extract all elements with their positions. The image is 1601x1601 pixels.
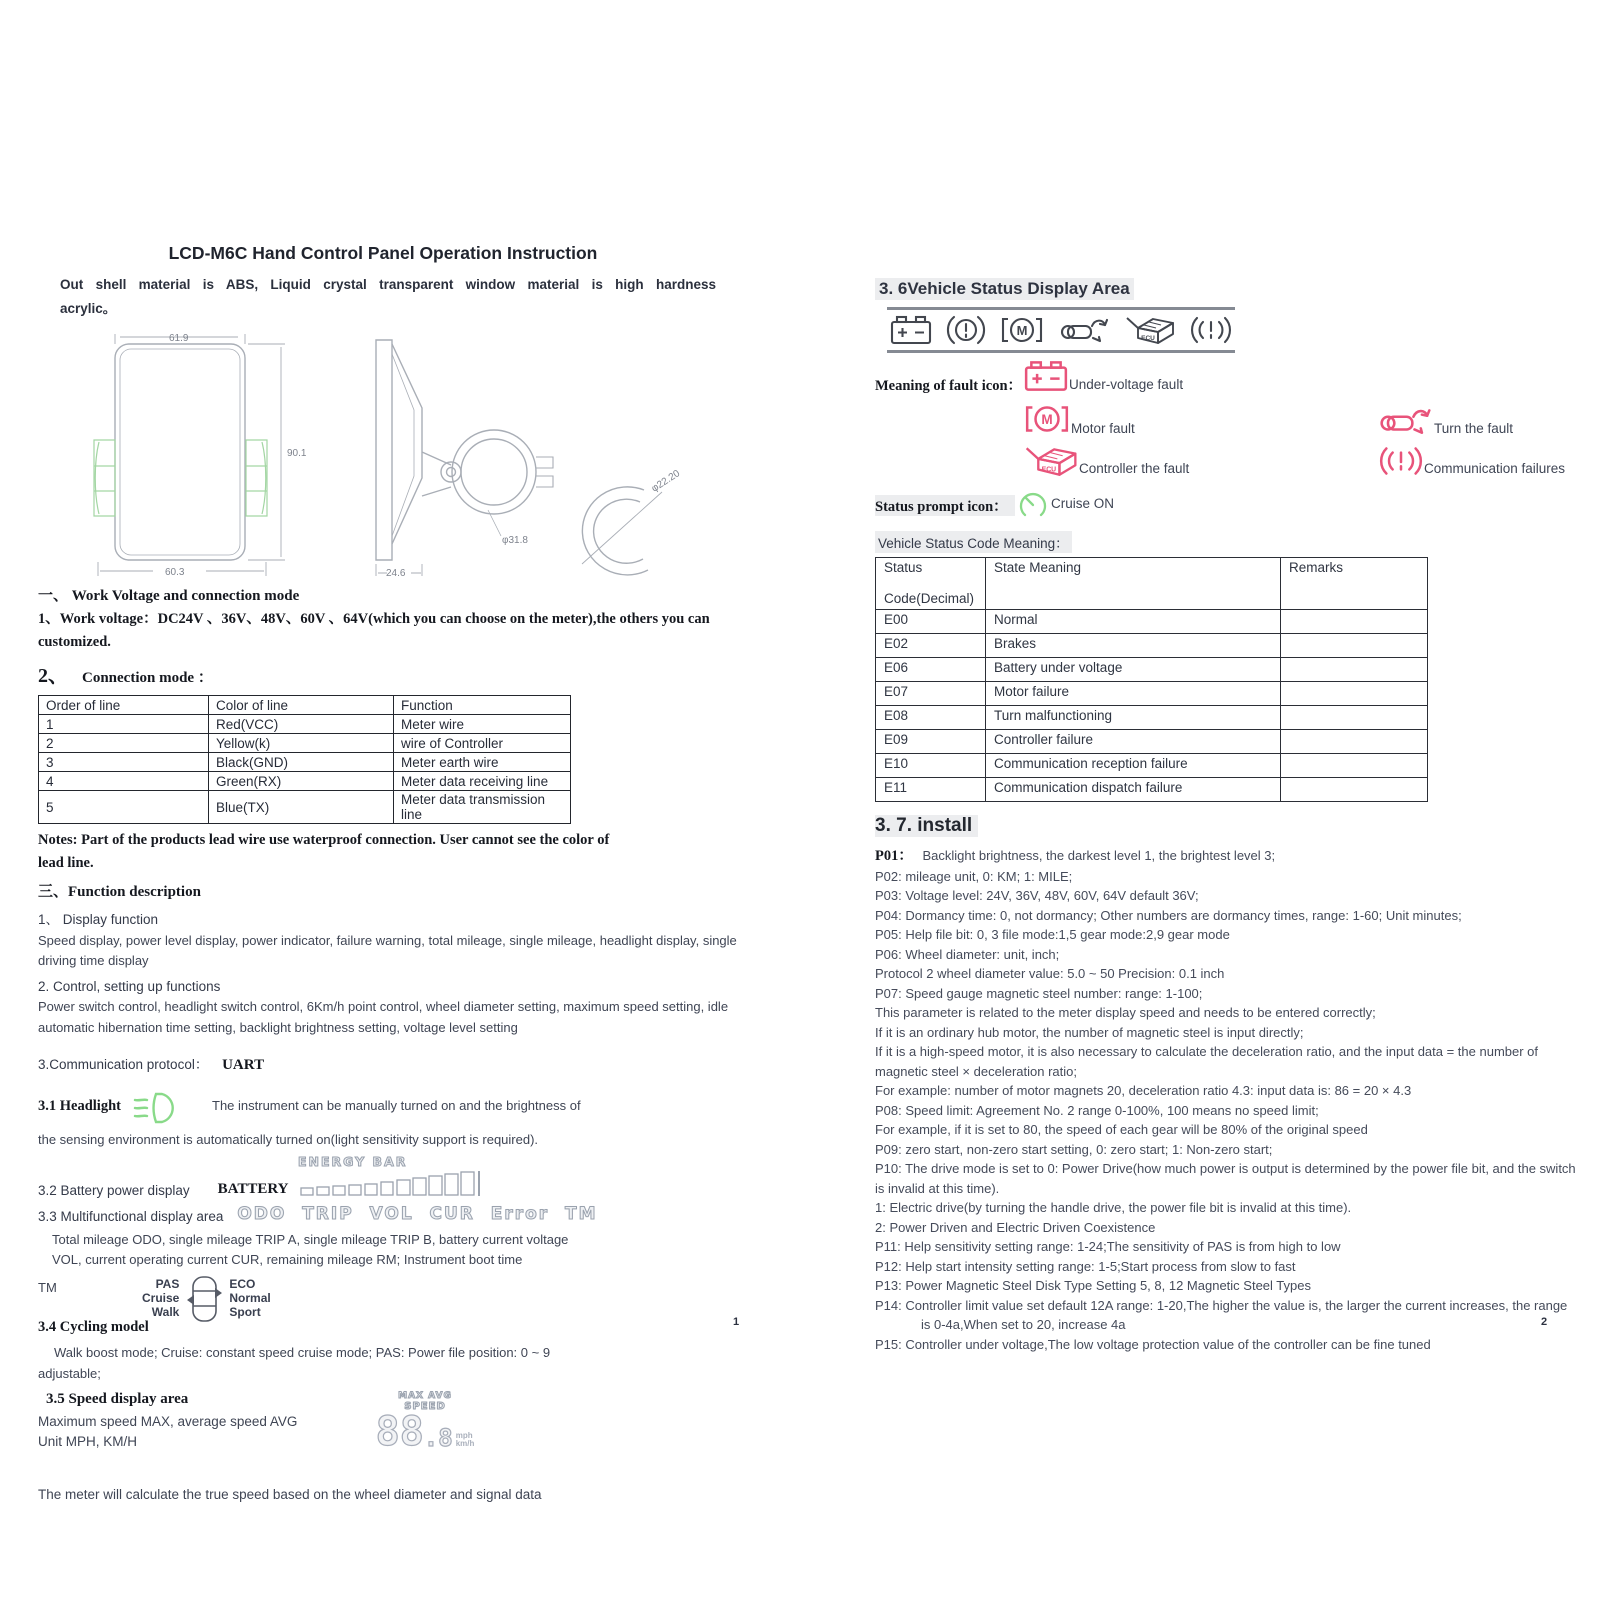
table-row: E08 Turn malfunctioning [876,706,1428,730]
motor-icon [999,313,1045,347]
install-line: P15: Controller under voltage,The low voltage protection value of the controller can be fine tuned [875,1336,1431,1352]
table-row: E07 Motor failure [876,682,1428,706]
table-row: E09 Controller failure [876,730,1428,754]
svg-text:M: M [1016,323,1028,338]
battery-display-section [38,1154,775,1198]
control-function-title: 2. Control, setting up functions [38,979,221,995]
install-line: P01： Backlight brightness, the darkest level 1, the brightest level 3; [875,848,1276,864]
dim-front-width-bottom: 60.3 [165,567,185,579]
speed-units: mph km/h [455,1430,475,1448]
mode-selector-icon [186,1274,222,1324]
table-row: E02 Brakes [876,634,1428,658]
page-2 [875,278,1580,1354]
under-voltage-fault-icon [1023,357,1069,395]
install-line: If it is an ordinary hub motor, the number of magnetic steel is input directly; [875,1024,1304,1040]
tm-label: TM [38,1280,57,1296]
speed-body-2: Unit MPH, KM/H [38,1433,138,1449]
status-prompt-row [875,489,1580,521]
document-title: LCD-M6C Hand Control Panel Operation Instruction [168,243,598,263]
section-function-heading: 三、Function description [38,883,201,900]
work-voltage-text: 1、Work voltage：DC24V 、36V、48V、60V 、64V(which you can choose on the meter),the others you can customized. [38,611,710,650]
headlight-section [38,1088,586,1152]
install-line: P08: Speed limit: Agreement No. 2 range 0-100%, 100 means no speed limit; [875,1102,1319,1118]
communication-fault-text: Communication failures [1424,461,1566,476]
svg-text:M: M [1041,412,1053,428]
multifunction-section [38,1204,775,1224]
connection-table [38,695,571,824]
section-work-voltage-heading: 一、 Work Voltage and connection mode [38,588,300,605]
install-line: P09: zero start, non-zero start setting, 0: zero start; 1: Non-zero start; [875,1141,1273,1157]
install-line: For example, if it is set to 80, the speed of each gear will be 80% of the original speed [875,1122,1368,1137]
install-line: P13: Power Magnetic Steel Disk Type Setting 5, 8, 12 Magnetic Steel Types [875,1278,1311,1293]
install-heading: 3. 7. install [875,815,978,837]
table-row: E06 Battery under voltage [876,658,1428,682]
segment-display-words: ODO TRIP VOL CUR Error TM [237,1203,598,1224]
install-line: P12: Help start intensity setting range: 1-5;Start process from slow to fast [875,1258,1296,1274]
table-row: 5 Blue(TX) Meter data transmission line [39,791,571,824]
headlight-icon [131,1088,183,1128]
dim-side-depth: 24.6 [386,568,406,580]
notes-text: Notes: Part of the products lead wire use waterproof connection. User cannot see the color of lead line. [38,832,610,872]
page-number-1: 1 [733,1316,740,1328]
install-line: P14: Controller limit value set default 12A range: 1-20,The higher the value is, the larger the current increases, the range is 0-4a,When set to 20, increase 4a [875,1297,1568,1332]
turn-fault-text: Turn the fault [1434,421,1514,436]
install-line: P02: mileage unit, 0: KM; 1: MILE; [875,868,1073,884]
table-row: 2 Yellow(k) wire of Controller [39,734,571,753]
table-header-row: Status Code(Decimal) State Meaning Remarks [876,558,1428,610]
install-line: P04: Dormancy time: 0, not dormancy; Other numbers are dormancy times, range: 1-60; Unit minutes; [875,907,1462,923]
communication-icon [1189,313,1233,347]
table-row: 1 Red(VCC) Meter wire [39,715,571,734]
status-codes-heading: Vehicle Status Code Meaning： [875,531,1072,553]
control-function-body: Power switch control, headlight switch control, 6Km/h point control, wheel diameter setting, maximum speed setting, idle automatic hibernation time setting, backlight brightness setting, voltage level setting [38,999,729,1035]
install-line: If it is a high-speed motor, it is also necessary to calculate the deceleration ratio, and the input data = the number of magnetic steel × deceleration ratio; [875,1044,1539,1079]
install-line: P10: The drive mode is set to 0: Power Drive(how much power is output is determined by the power file bit, and the switch is invalid at this time). [875,1161,1576,1196]
status-icon-bar [887,307,1235,353]
speed-body-1: Maximum speed MAX, average speed AVG [38,1413,298,1429]
status-area-heading: 3. 6Vehicle Status Display Area [875,278,1134,300]
svg-text:ECU: ECU [1140,335,1155,342]
dim-clamp-diameter: φ31.8 [502,535,528,547]
protocol-value: UART [222,1056,265,1073]
modes-right: ECO Normal Sport [229,1277,271,1319]
energy-bar-icon [300,1168,490,1198]
display-function-body: Speed display, power level display, power indicator, failure warning, total mileage, single mileage, headlight display, single driving time display [38,932,737,969]
cruise-on-icon [1015,489,1051,521]
multifunction-body: Total mileage ODO, single mileage TRIP A, single mileage TRIP B, battery current voltage VOL, current operating current CUR, remaining mileage RM; Instrument boot time [52,1231,569,1267]
fault-icon-label: Meaning of fault icon： [875,378,1023,394]
status-code-table [875,557,1428,802]
status-prompt-label: Status prompt icon： [875,495,1015,516]
cruise-on-text: Cruise ON [1051,496,1115,511]
svg-text:ECU: ECU [1041,466,1057,474]
cycling-model-label: 3.4 Cycling model [38,1319,149,1336]
ring-part-outline [582,487,648,575]
install-line: P06: Wheel diameter: unit, inch; [875,946,1060,962]
headlight-body: The instrument can be manually turned on and the brightness of the sensing environment is automatically turned on(light sensitivity support is required). [38,1097,581,1147]
p01-label: P01： [875,848,913,864]
cycling-model-section [38,1274,775,1336]
install-line: P03: Voltage level: 24V, 36V, 48V, 60V, 64V default 36V; [875,888,1199,903]
energy-bar-label: ENERGY BAR [298,1153,408,1169]
fault-icon-legend-row-2 [875,399,1580,439]
headlight-label: 3.1 Headlight [38,1097,121,1114]
install-line: P05: Help file bit: 0, 3 file mode:1,5 gear mode:2,9 gear mode [875,927,1230,942]
battery-display-label: 3.2 Battery power display [38,1182,190,1198]
install-line: For example: number of motor magnets 20, deceleration ratio 4.3: input data is: 86 = 20 × 4.3 [875,1083,1412,1098]
table-row: 4 Green(RX) Meter data receiving line [39,772,571,791]
dim-ring-diameter: φ22.20 [649,468,683,495]
install-line: This parameter is related to the meter display speed and needs to be entered correctly; [875,1005,1376,1020]
divider [887,350,1235,353]
fault-icon-legend-row-3 [875,443,1580,479]
communication-fault-icon [1378,443,1424,479]
table-row: E00 Normal [876,610,1428,634]
front-view-outline [115,344,245,560]
page-number-2: 2 [1541,1316,1548,1328]
dim-front-width-top: 61.9 [169,333,189,345]
multifunction-label: 3.3 Multifunctional display area [38,1208,224,1224]
speed-footer-text: The meter will calculate the true speed based on the wheel diameter and signal data [38,1486,542,1502]
table-row: E11 Communication dispatch failure [876,778,1428,802]
turn-fault-icon [1378,403,1434,439]
speed-display-section [38,1391,775,1479]
ecu-icon [1124,313,1176,347]
install-line: 1: Electric drive(by turning the handle drive, the power file bit is invalid at this time). [875,1200,1352,1215]
communication-protocol-row: 3.Communication protocol： UART [38,1056,265,1073]
install-line: 2: Power Driven and Electric Driven Coexistence [875,1219,1156,1235]
page-1 [38,243,775,1502]
turn-signal-icon [1059,313,1111,347]
install-line: P07: Speed gauge magnetic steel number: range: 1-100; [875,985,1203,1001]
under-voltage-fault-text: Under-voltage fault [1069,377,1184,392]
fault-icon-legend-row-1 [875,357,1580,395]
table-row: 3 Black(GND) Meter earth wire [39,753,571,772]
controller-fault-text: Controller the fault [1079,461,1190,476]
motor-fault-icon [1023,399,1071,439]
speed-area-label: 3.5 Speed display area [46,1390,189,1407]
intro-paragraph: Out shell material is ABS, Liquid crystal transparent window material is high hardness acrylic。 [60,277,716,316]
section-connection-heading: 2、 Connection mode ： [38,665,213,688]
battery-icon [889,313,933,347]
install-line: Protocol 2 wheel diameter value: 5.0 ~ 50 Precision: 0.1 inch [875,966,1225,981]
technical-drawings [38,330,773,580]
battery-word: BATTERY [217,1180,289,1197]
modes-left: PAS Cruise Walk [142,1277,180,1319]
controller-fault-icon [1023,443,1079,479]
brake-warning-icon [946,313,986,347]
speed-digits: 88 [375,1408,424,1455]
speed-display-mock: MAX AVG SPEED 88 . 8 mph km/h [375,1390,475,1455]
dim-front-height: 90.1 [287,448,307,460]
display-function-title: 1、 Display function [38,911,159,927]
table-header-row: Order of line Color of line Function [39,696,571,715]
motor-fault-text: Motor fault [1071,421,1135,436]
table-row: E10 Communication reception failure [876,754,1428,778]
install-line: P11: Help sensitivity setting range: 1-24;The sensitivity of PAS is from high to low [875,1239,1341,1254]
cycling-model-body: Walk boost mode; Cruise: constant speed cruise mode; PAS: Power file position: 0 ~ 9 adjustable; [38,1345,551,1381]
